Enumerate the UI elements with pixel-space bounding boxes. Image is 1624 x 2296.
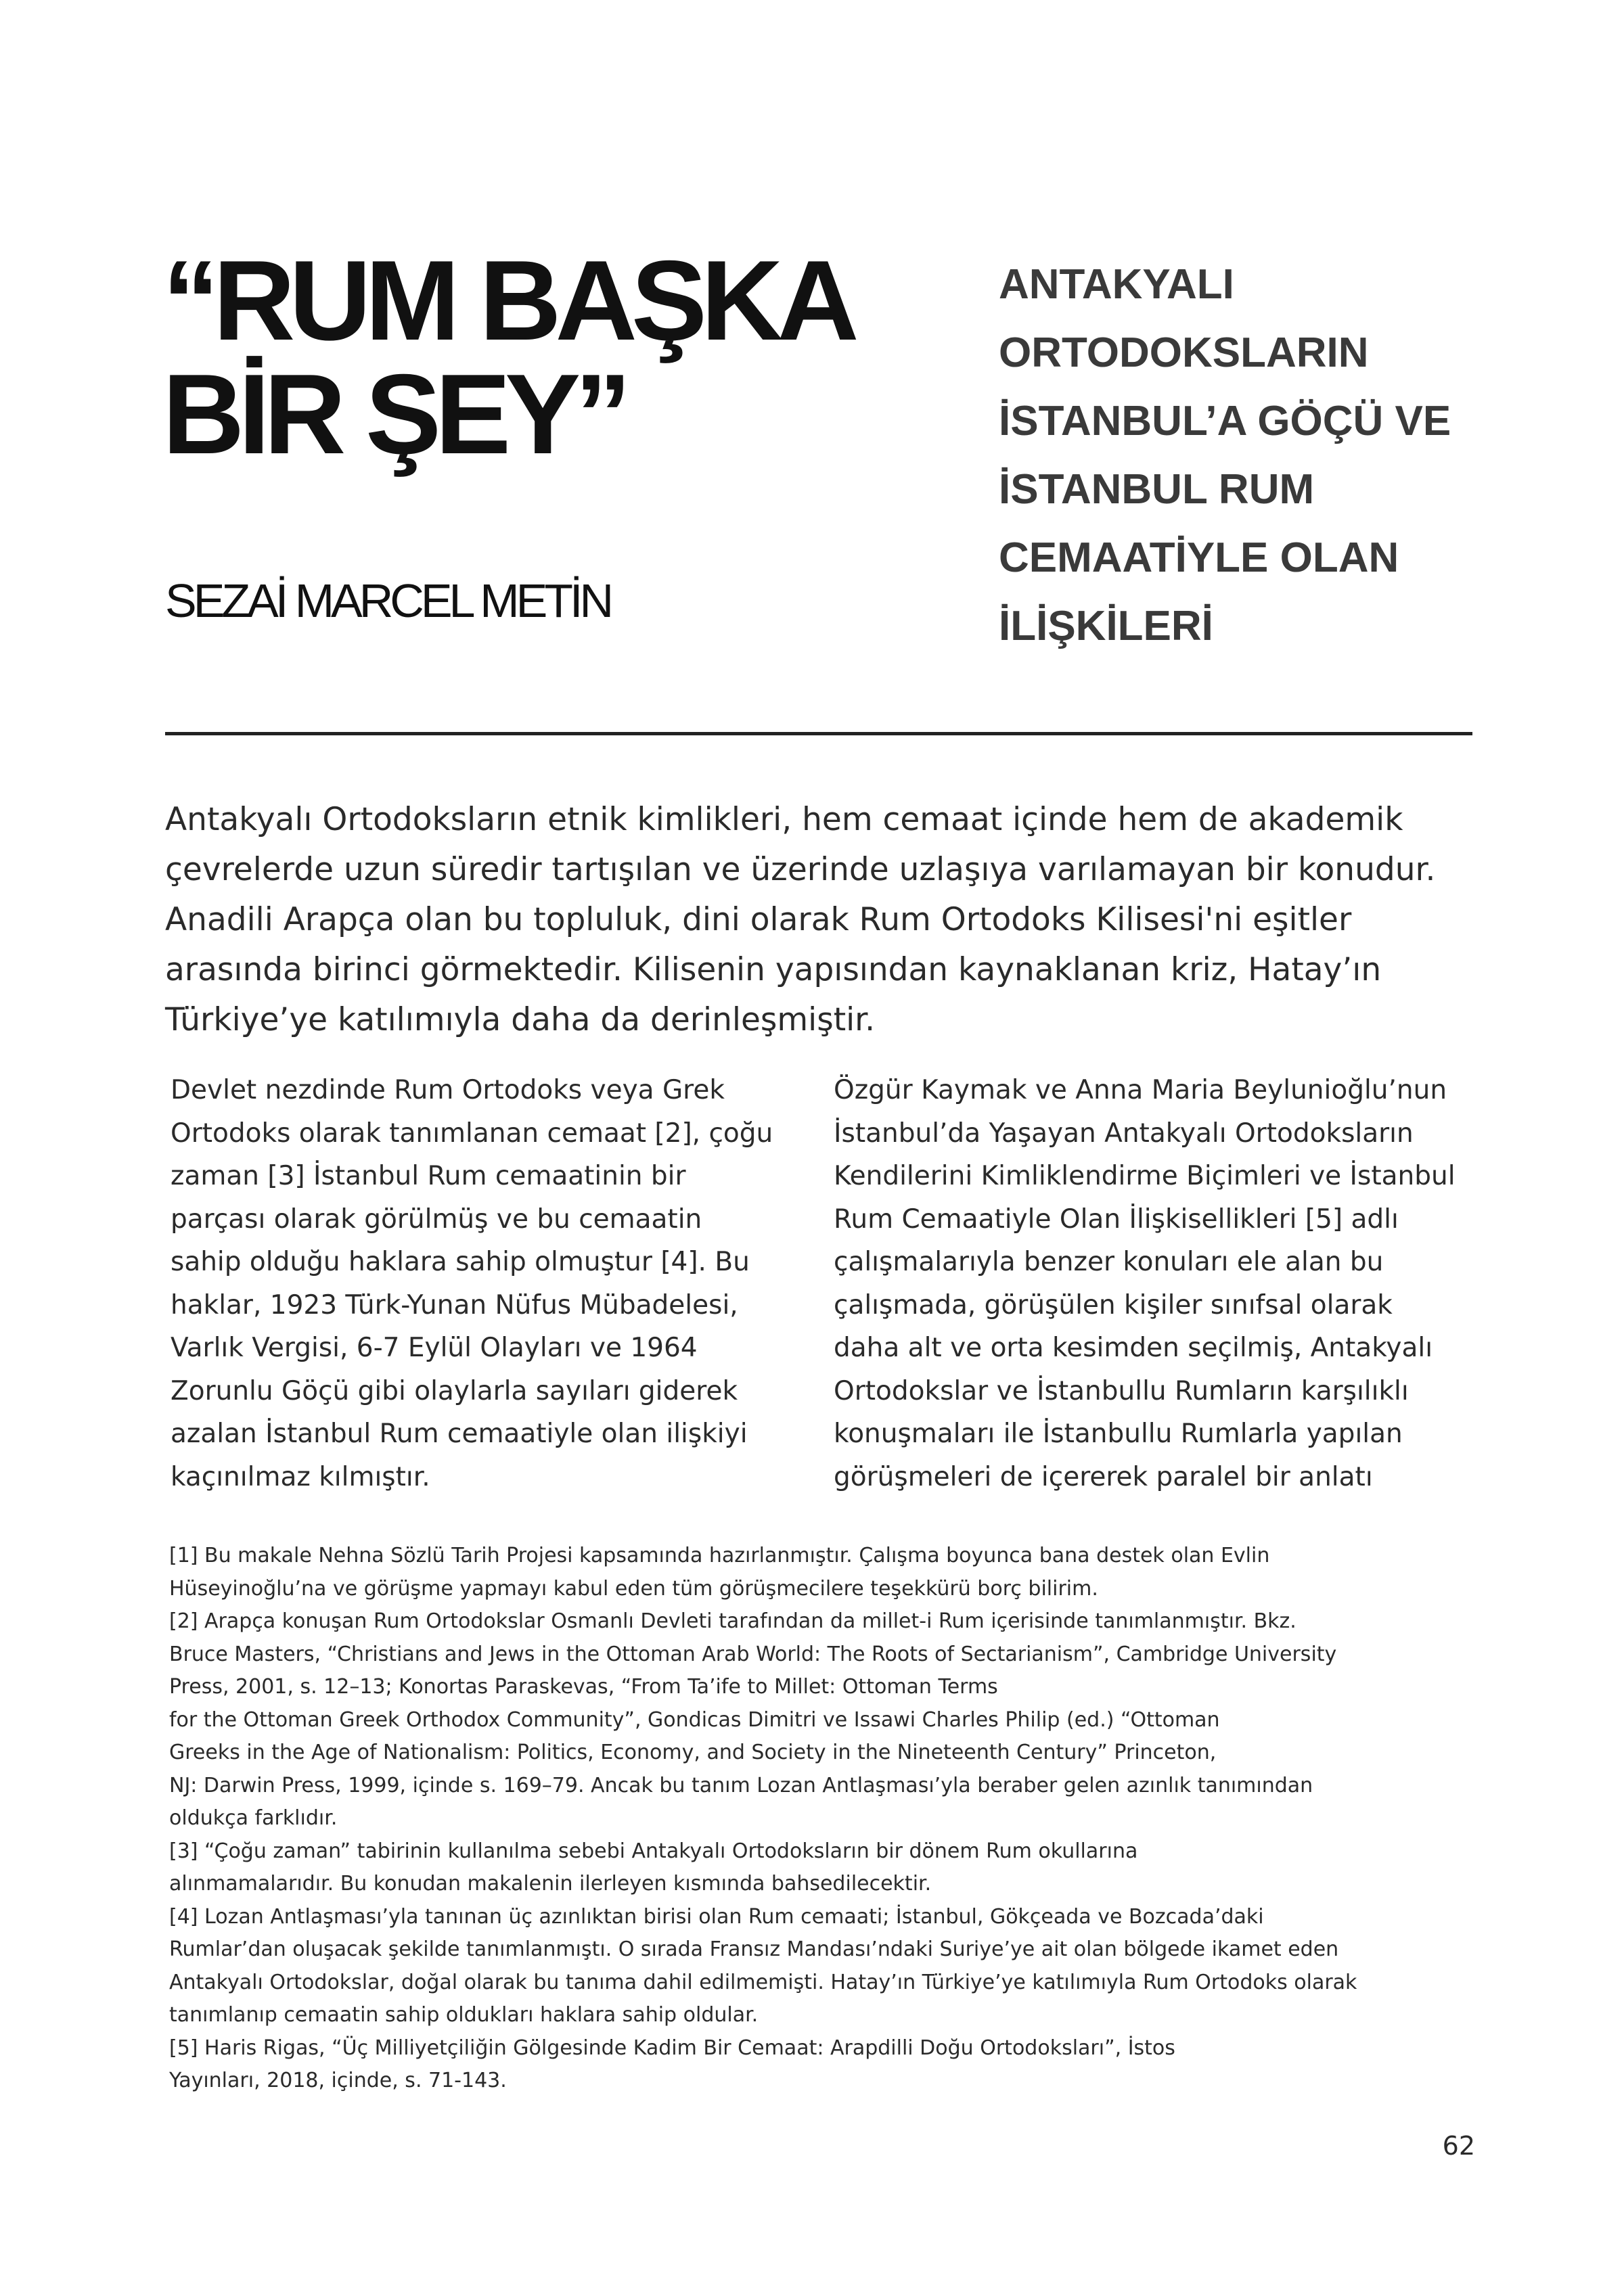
title-line-1: “RUM BAŞKA [162, 237, 853, 364]
body-line: konuşmaları ile İstanbullu Rumlarla yapılan [834, 1419, 1403, 1449]
body-column-right [834, 1069, 1483, 1498]
body-line: kaçınılmaz kılmıştır. [171, 1461, 430, 1492]
article-title [162, 237, 961, 478]
footnote-line: [2] Arapça konuşan Rum Ortodokslar Osmanlı Devleti tarafından da millet-i Rum içerisinde tanımlanmıştır. Bkz. [169, 1609, 1296, 1633]
footnote-line: [4] Lozan Antlaşması’yla tanınan üç azınlıktan birisi olan Rum cemaati; İstanbul, Gökçeada ve Bozcada’daki [169, 1904, 1264, 1929]
footnote-line: [3] “Çoğu zaman” tabirinin kullanılma sebebi Antakyalı Ortodoksların bir dönem Rum okullarına [169, 1839, 1138, 1863]
footnote-line: Yayınları, 2018, içinde, s. 71-143. [169, 2069, 507, 2092]
footnote-line: Greeks in the Age of Nationalism: Politics, Economy, and Society in the Nineteenth Century” Princeton, [169, 1741, 1217, 1764]
body-line: azalan İstanbul Rum cemaatiyle olan ilişkiyi [171, 1419, 748, 1449]
body-line: Varlık Vergisi, 6-7 Eylül Olayları ve 1964 [171, 1333, 698, 1363]
lead-paragraph [165, 795, 1478, 1045]
footnote-line: [1] Bu makale Nehna Sözlü Tarih Projesi kapsamında hazırlanmıştır. Çalışma boyunca bana destek olan Evlin [169, 1544, 1270, 1567]
author-name: SEZAİ MARCEL METİN [165, 574, 611, 627]
body-line: sahip olduğu haklara sahip olmuştur [4]. Bu [171, 1247, 750, 1277]
body-line: haklar, 1923 Türk-Yunan Nüfus Mübadelesi, [171, 1289, 738, 1321]
footnotes [169, 1540, 1482, 2098]
body-line: parçası olarak görülmüş ve bu cemaatin [171, 1203, 702, 1235]
body-line: görüşmeleri de içererek paralel bir anlatı [834, 1461, 1373, 1492]
footnote-line: Bruce Masters, “Christians and Jews in the Ottoman Arab World: The Roots of Sectarianism”, Cambridge University [169, 1642, 1337, 1666]
subtitle-line: İLİŞKİLERİ [999, 603, 1213, 649]
divider-rule [165, 732, 1472, 735]
body-line: çalışmada, görüşülen kişiler sınıfsal olarak [834, 1289, 1393, 1321]
body-line: Ortodokslar ve İstanbullu Rumların karşılıklı [834, 1375, 1409, 1406]
subtitle-line: ORTODOKSLARIN [999, 329, 1369, 376]
body-line: Devlet nezdinde Rum Ortodoks veya Grek [171, 1075, 725, 1105]
footnote-line: Rumlar’dan oluşacak şekilde tanımlanmıştı. O sırada Fransız Mandası’ndaki Suriye’ye ait olan bölgede ikamet eden [169, 1937, 1339, 1961]
body-line: daha alt ve orta kesimden seçilmiş, Antakyalı [834, 1333, 1433, 1363]
footnote-line: [5] Haris Rigas, “Üç Milliyetçiliğin Gölgesinde Kadim Bir Cemaat: Arapdilli Doğu Ortodoksları”, İstos [169, 2036, 1175, 2060]
body-column-left [171, 1069, 807, 1498]
subtitle-line: İSTANBUL RUM [999, 466, 1315, 513]
footnote-line: Antakyalı Ortodokslar, doğal olarak bu tanıma dahil edilmemişti. Hatay’ın Türkiye’ye katılımıyla Rum Ortodoks olarak [169, 1970, 1357, 1994]
title-line-2: BİR ŞEY” [162, 350, 626, 478]
body-line: İstanbul’da Yaşayan Antakyalı Ortodoksların [834, 1118, 1414, 1149]
subtitle-line: CEMAATİYLE OLAN [999, 534, 1399, 581]
body-line: Özgür Kaymak ve Anna Maria Beylunioğlu’nun [834, 1075, 1447, 1105]
footnote-line: Press, 2001, s. 12–13; Konortas Paraskevas, “From Ta’ife to Millet: Ottoman Terms [169, 1675, 998, 1699]
lead-line: Antakyalı Ortodoksların etnik kimlikleri, hem cemaat içinde hem de akademik [165, 801, 1403, 838]
footnote-line: Hüseyinoğlu’na ve görüşme yapmayı kabul eden tüm görüşmecilere teşekkürü borç bilirim. [169, 1576, 1098, 1601]
body-line: Kendilerini Kimliklendirme Biçimleri ve İstanbul [834, 1161, 1456, 1191]
page-number: 62 [1442, 2131, 1475, 2161]
lead-line: Türkiye’ye katılımıyla daha da derinleşmiştir. [165, 1001, 876, 1038]
footnote-line: NJ: Darwin Press, 1999, içinde s. 169–79. Ancak bu tanım Lozan Antlaşması’yla beraber gelen azınlık tanımından [169, 1773, 1313, 1797]
footnote-line: alınmamalarıdır. Bu konudan makalenin ilerleyen kısmında bahsedilecektir. [169, 1872, 932, 1896]
footnote-line: oldukça farklıdır. [169, 1806, 338, 1830]
footnote-line: for the Ottoman Greek Orthodox Community”, Gondicas Dimitri ve Issawi Charles Philip (ed.) “Ottoman [169, 1707, 1220, 1732]
subtitle-line: İSTANBUL’A GÖÇÜ VE [999, 398, 1451, 444]
footnote-line: tanımlanıp cemaatin sahip oldukları haklara sahip oldular. [169, 2003, 759, 2027]
body-line: Ortodoks olarak tanımlanan cemaat [2], çoğu [171, 1118, 773, 1149]
article-subtitle [999, 250, 1513, 660]
body-line: Rum Cemaatiyle Olan İlişkisellikleri [5] adlı [834, 1203, 1399, 1235]
body-line: çalışmalarıyla benzer konuları ele alan bu [834, 1247, 1384, 1277]
lead-line: arasında birinci görmektedir. Kilisenin yapısından kaynaklanan kriz, Hatay’ın [165, 951, 1382, 988]
subtitle-line: ANTAKYALI [999, 261, 1234, 308]
lead-line: çevrelerde uzun süredir tartışılan ve üzerinde uzlaşıya varılamayan bir konudur. [165, 851, 1436, 888]
body-line: zaman [3] İstanbul Rum cemaatinin bir [171, 1161, 686, 1191]
lead-line: Anadili Arapça olan bu topluluk, dini olarak Rum Ortodoks Kilisesi'ni eşitler [165, 901, 1352, 938]
body-line: Zorunlu Göçü gibi olaylarla sayıları giderek [171, 1375, 738, 1406]
